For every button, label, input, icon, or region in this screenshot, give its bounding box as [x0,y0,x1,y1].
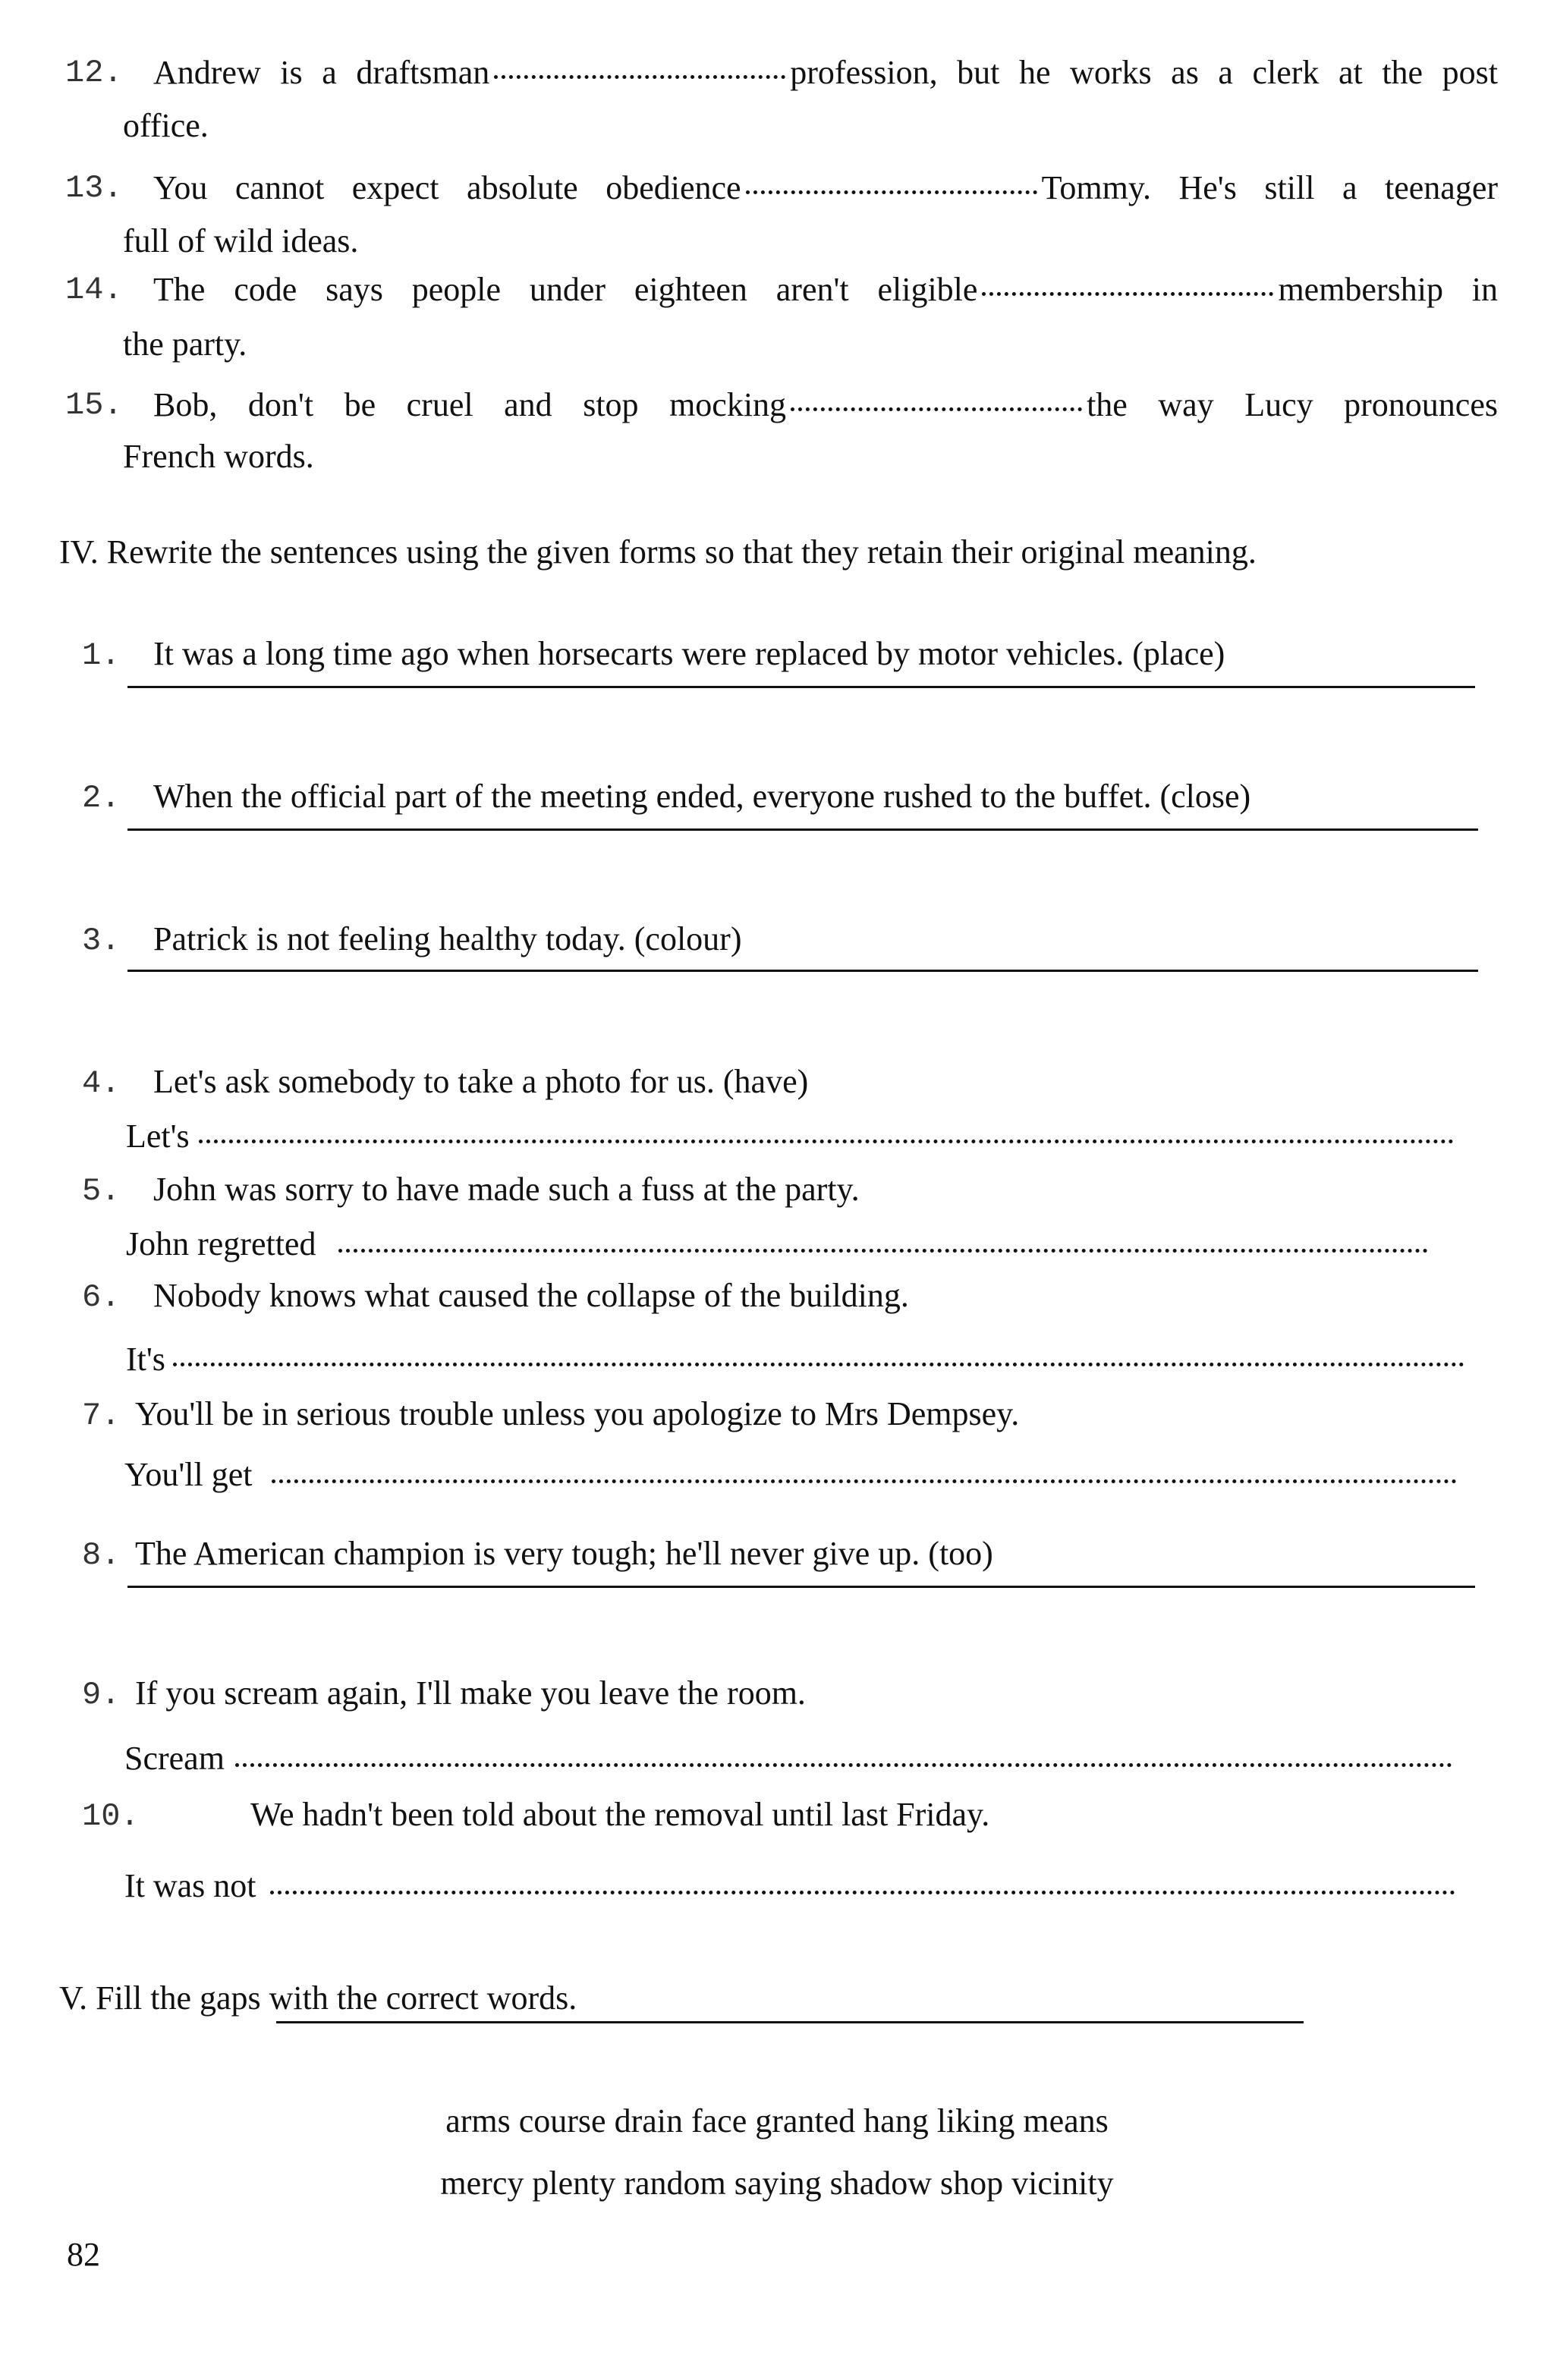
answer-dotted-line[interactable] [235,1763,1452,1767]
answer-gap[interactable] [982,292,1273,296]
word-box-line: arms course drain face granted hang liking means [445,2102,1109,2139]
gap-fill-sentence: You cannot expect absolute obedience Tommy. He's still a teenager [153,169,1498,206]
section-heading: V. Fill the gaps with the correct words. [59,1979,577,2017]
exercise-sentence: Let's ask somebody to take a photo for us. (have) [153,1063,809,1100]
answer-line[interactable] [127,970,1478,972]
item-number: 12. [65,55,123,91]
item-number: 10. [82,1798,140,1835]
answer-line[interactable] [127,828,1478,831]
sentence-start: Scream [124,1740,225,1777]
item-number: 6. [82,1279,121,1316]
answer-gap[interactable] [746,190,1037,194]
exercise-sentence: Patrick is not feeling healthy today. (colour) [153,920,742,957]
sentence-start: You'll get [124,1456,253,1493]
gap-fill-sentence: Bob, don't be cruel and stop mocking the way Lucy pronounces [153,386,1498,423]
item-number: 3. [82,923,121,959]
item-number: 9. [82,1677,121,1713]
exercise-sentence: When the official part of the meeting ended, everyone rushed to the buffet. (close) [153,778,1251,815]
item-number: 4. [82,1065,121,1102]
exercise-sentence: We hadn't been told about the removal until last Friday. [250,1796,990,1833]
item-number: 15. [65,387,123,423]
answer-dotted-line[interactable] [173,1363,1464,1366]
sentence-start: It was not [124,1867,256,1904]
exercise-sentence: John was sorry to have made such a fuss at the party. [153,1171,860,1208]
item-number: 5. [82,1173,121,1209]
exercise-sentence: You'll be in serious trouble unless you apologize to Mrs Dempsey. [135,1395,1020,1432]
answer-line[interactable] [127,1586,1475,1588]
sentence-continuation: office. [123,107,209,144]
exercise-sentence: It was a long time ago when horsecarts were replaced by motor vehicles. (place) [153,635,1225,672]
section-heading: IV. Rewrite the sentences using the given forms so that they retain their original meaning. [59,533,1257,571]
item-number: 7. [82,1398,121,1434]
exercise-sentence: If you scream again, I'll make you leave the room. [135,1674,806,1712]
answer-dotted-line[interactable] [272,1479,1457,1483]
answer-dotted-line[interactable] [270,1891,1455,1894]
answer-dotted-line[interactable] [199,1140,1454,1143]
sentence-start: John regretted [126,1225,316,1262]
answer-gap[interactable] [791,407,1082,411]
exercise-sentence: Nobody knows what caused the collapse of the building. [153,1277,909,1314]
answer-line[interactable] [127,686,1475,688]
sentence-start: Let's [126,1118,190,1155]
item-number: 13. [65,170,123,206]
item-number: 1. [82,637,121,674]
heading-underline [276,2021,1304,2023]
sentence-continuation: full of wild ideas. [123,222,359,259]
item-number: 8. [82,1537,121,1574]
item-number: 14. [65,272,123,308]
item-number: 2. [82,780,121,816]
answer-dotted-line[interactable] [338,1249,1428,1253]
answer-gap[interactable] [494,75,785,79]
exercise-sentence: The American champion is very tough; he'll never give up. (too) [135,1535,993,1572]
word-box-line: mercy plenty random saying shadow shop vicinity [440,2165,1114,2202]
sentence-continuation: the party. [123,325,247,363]
gap-fill-sentence: Andrew is a draftsman profession, but he works as a clerk at the post [153,54,1498,91]
sentence-continuation: French words. [123,438,314,475]
page-number: 82 [67,2236,100,2273]
gap-fill-sentence: The code says people under eighteen aren't eligible membership in [153,271,1499,308]
sentence-start: It's [126,1341,165,1378]
